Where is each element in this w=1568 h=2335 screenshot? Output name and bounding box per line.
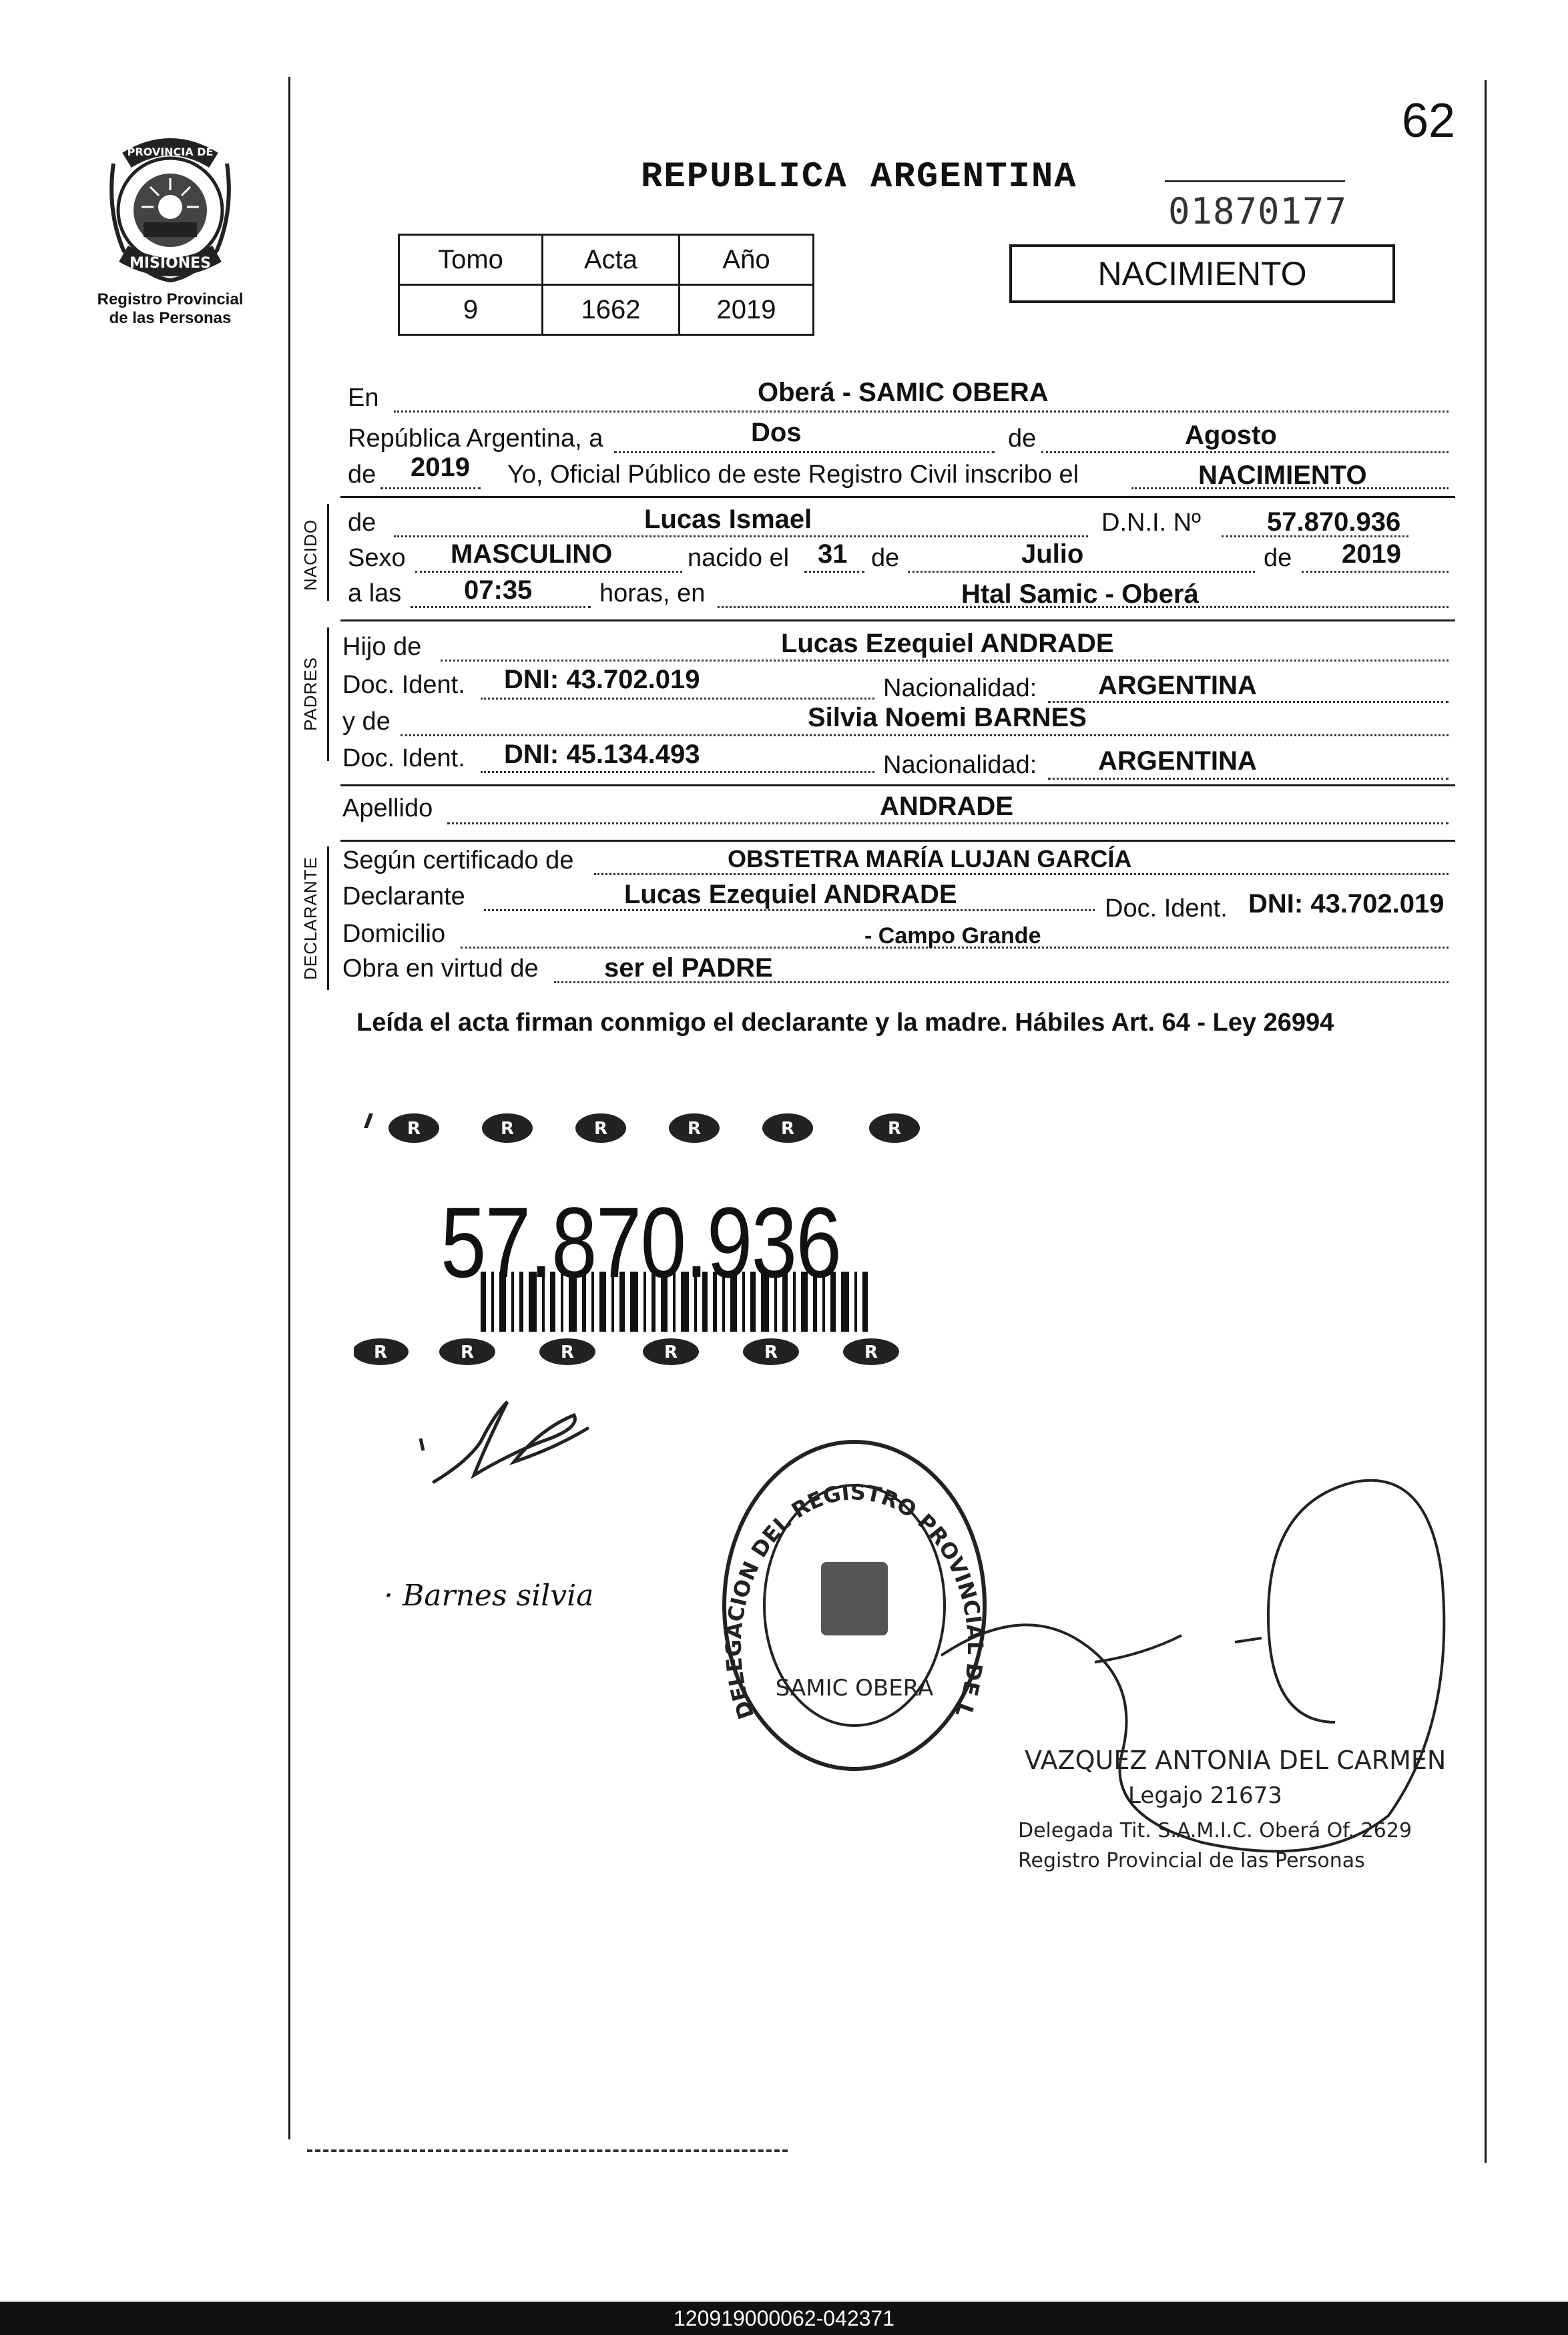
certificado-value: OBSTETRA MARÍA LUJAN GARCÍA bbox=[728, 845, 1132, 872]
hora-dots bbox=[411, 606, 591, 608]
padre-nac-dots bbox=[1048, 701, 1449, 703]
padre-nac-value: ARGENTINA bbox=[1098, 671, 1257, 700]
nacido-bracket bbox=[327, 504, 329, 601]
domicilio-label: Domicilio bbox=[342, 920, 446, 948]
madre-doc-dots bbox=[481, 771, 874, 773]
record-table-header-row bbox=[399, 235, 814, 285]
page-title: REPUBLICA ARGENTINA bbox=[641, 157, 1077, 198]
padre-doc-label: Doc. Ident. bbox=[342, 671, 465, 699]
svg-text:R: R bbox=[500, 1119, 515, 1139]
a-las-label: a las bbox=[348, 579, 402, 607]
certificado-label: Según certificado de bbox=[342, 846, 574, 874]
svg-text:R: R bbox=[373, 1342, 388, 1362]
hijo-de-label: Hijo de bbox=[342, 633, 422, 661]
y-de-label: y de bbox=[342, 708, 390, 736]
madre-value: Silvia Noemi BARNES bbox=[808, 703, 1087, 732]
record-header-anio: Año bbox=[680, 235, 814, 285]
act-type-box: NACIMIENTO bbox=[1009, 244, 1395, 303]
record-value-anio: 2019 bbox=[680, 285, 814, 335]
serial-number: 01870177 bbox=[1168, 190, 1348, 232]
year-value: 2019 bbox=[411, 453, 470, 482]
hora-value: 07:35 bbox=[464, 575, 533, 605]
svg-text:R: R bbox=[864, 1342, 878, 1362]
apellido-top-rule bbox=[340, 784, 1455, 786]
padre-value: Lucas Ezequiel ANDRADE bbox=[781, 629, 1114, 658]
domicilio-value: - Campo Grande bbox=[864, 923, 1041, 949]
dni-sticker-number: 57.870.936 bbox=[441, 1186, 841, 1298]
svg-text:R: R bbox=[560, 1342, 575, 1362]
page-number: 62 bbox=[1402, 94, 1456, 148]
padre-doc-dots bbox=[481, 698, 874, 700]
declarante-doc-value: DNI: 43.702.019 bbox=[1248, 889, 1445, 919]
declarante-top-rule bbox=[340, 840, 1455, 842]
record-value-tomo: 9 bbox=[399, 285, 543, 335]
declarante-name-value: Lucas Ezequiel ANDRADE bbox=[624, 880, 957, 909]
nacido-de-label-2: de bbox=[871, 544, 900, 572]
republica-label: República Argentina, a bbox=[348, 425, 603, 453]
anio-value: 2019 bbox=[1342, 539, 1401, 569]
stamp-ring-text: DELEGACION DEL REGISTRO PROVINCIAL DE L bbox=[720, 1479, 989, 1723]
madre-nac-label: Nacionalidad: bbox=[883, 751, 1037, 779]
year-dots bbox=[380, 487, 481, 489]
place-value: Oberá - SAMIC OBERA bbox=[758, 378, 1049, 407]
registry-caption bbox=[80, 290, 260, 328]
padre-doc-value: DNI: 43.702.019 bbox=[504, 665, 700, 694]
svg-text:R: R bbox=[460, 1342, 475, 1362]
day-dots bbox=[614, 451, 995, 453]
padres-bracket bbox=[327, 627, 329, 761]
record-table bbox=[398, 234, 814, 336]
madre-nac-dots bbox=[1048, 778, 1449, 780]
registry-caption-line1: Registro Provincial bbox=[97, 290, 244, 308]
madre-doc-value: DNI: 45.134.493 bbox=[504, 740, 700, 769]
horas-en-label: horas, en bbox=[599, 579, 706, 607]
nacido-de-label: de bbox=[348, 509, 376, 537]
mother-handwritten-name: · Barnes silvia bbox=[384, 1579, 594, 1613]
declarante-doc-label: Doc. Ident. bbox=[1105, 894, 1228, 923]
left-margin-line bbox=[288, 77, 290, 2139]
registered-act-value: NACIMIENTO bbox=[1198, 461, 1367, 490]
month-dots bbox=[1041, 451, 1449, 453]
registry-logo bbox=[100, 137, 240, 287]
sexo-label: Sexo bbox=[348, 544, 406, 572]
registry-caption-line2: de las Personas bbox=[109, 309, 232, 327]
svg-text:R: R bbox=[664, 1342, 678, 1362]
officer-name: VAZQUEZ ANTONIA DEL CARMEN bbox=[1025, 1746, 1447, 1775]
sexo-value: MASCULINO bbox=[451, 539, 613, 569]
apellido-value: ANDRADE bbox=[880, 792, 1013, 821]
madre-doc-label: Doc. Ident. bbox=[342, 744, 465, 772]
place-dots bbox=[394, 411, 1449, 413]
bottom-dash-line bbox=[307, 2149, 788, 2152]
obra-label: Obra en virtud de bbox=[342, 955, 539, 983]
obra-value: ser el PADRE bbox=[604, 953, 773, 983]
svg-text:R: R bbox=[780, 1119, 795, 1139]
signature-scribble-icon bbox=[407, 1388, 594, 1495]
record-value-acta: 1662 bbox=[543, 285, 680, 335]
stamp-inner-text: SAMIC OBERA bbox=[775, 1675, 934, 1702]
officer-cargo: Delegada Tit. S.A.M.I.C. Oberá Of. 2629 bbox=[1018, 1819, 1412, 1842]
section-label-padres: PADRES bbox=[300, 657, 320, 731]
officer-legajo: Legajo 21673 bbox=[1128, 1782, 1282, 1809]
dia-dots bbox=[804, 571, 864, 573]
record-header-tomo: Tomo bbox=[399, 235, 543, 285]
mes-value: Julio bbox=[1021, 539, 1084, 569]
nacido-dni-label: D.N.I. Nº bbox=[1101, 509, 1201, 537]
day-value: Dos bbox=[751, 418, 802, 447]
anio-dots bbox=[1302, 571, 1449, 573]
svg-text:R: R bbox=[687, 1119, 702, 1139]
nacido-top-rule bbox=[340, 496, 1455, 498]
record-header-acta: Acta bbox=[543, 235, 680, 285]
misiones-seal-icon bbox=[100, 137, 240, 287]
madre-dots bbox=[401, 734, 1449, 736]
svg-text:R: R bbox=[764, 1342, 778, 1362]
declarant-signature bbox=[407, 1388, 594, 1495]
nacido-de-label-3: de bbox=[1264, 544, 1292, 572]
apellido-label: Apellido bbox=[342, 794, 433, 822]
dia-value: 31 bbox=[818, 539, 848, 569]
svg-text:R: R bbox=[887, 1119, 902, 1139]
record-table-value-row bbox=[399, 285, 814, 335]
right-margin-line bbox=[1485, 80, 1487, 2163]
section-label-declarante: DECLARANTE bbox=[300, 856, 320, 980]
nacido-el-label: nacido el bbox=[688, 544, 790, 572]
de-label-1: de bbox=[1008, 425, 1037, 453]
svg-text:R: R bbox=[407, 1119, 421, 1139]
section-label-nacido: NACIDO bbox=[300, 519, 320, 591]
declarante-bracket bbox=[327, 846, 329, 990]
oficial-label: Yo, Oficial Público de este Registro Civil inscribo el bbox=[507, 461, 1079, 489]
lugar-value: Htal Samic - Oberá bbox=[961, 579, 1199, 609]
mes-dots bbox=[908, 571, 1255, 573]
officer-registro: Registro Provincial de las Personas bbox=[1018, 1849, 1365, 1872]
sexo-dots bbox=[415, 571, 682, 573]
nacido-name-dots bbox=[394, 535, 1088, 537]
madre-nac-value: ARGENTINA bbox=[1098, 746, 1257, 776]
closing-text: Leída el acta firman conmigo el declarante y la madre. Hábiles Art. 64 - Ley 26994 bbox=[356, 1009, 1334, 1037]
padre-dots bbox=[441, 660, 1449, 662]
scan-footer-code: 120919000062-042371 bbox=[0, 2302, 1568, 2335]
de-label-2: de bbox=[348, 461, 376, 489]
seal-bottom-text: MISIONES bbox=[129, 255, 212, 272]
svg-text:R: R bbox=[593, 1119, 608, 1139]
padres-top-rule bbox=[340, 619, 1455, 621]
nacido-name-value: Lucas Ismael bbox=[644, 505, 812, 534]
padre-nac-label: Nacionalidad: bbox=[883, 674, 1037, 702]
seal-top-text: PROVINCIA DE bbox=[127, 146, 214, 158]
apellido-dots bbox=[447, 822, 1449, 824]
nacido-dni-value: 57.870.936 bbox=[1267, 507, 1401, 537]
certificado-dots bbox=[594, 873, 1449, 875]
place-label: En bbox=[348, 384, 379, 412]
month-value: Agosto bbox=[1185, 421, 1277, 450]
declarante-label: Declarante bbox=[342, 882, 465, 911]
